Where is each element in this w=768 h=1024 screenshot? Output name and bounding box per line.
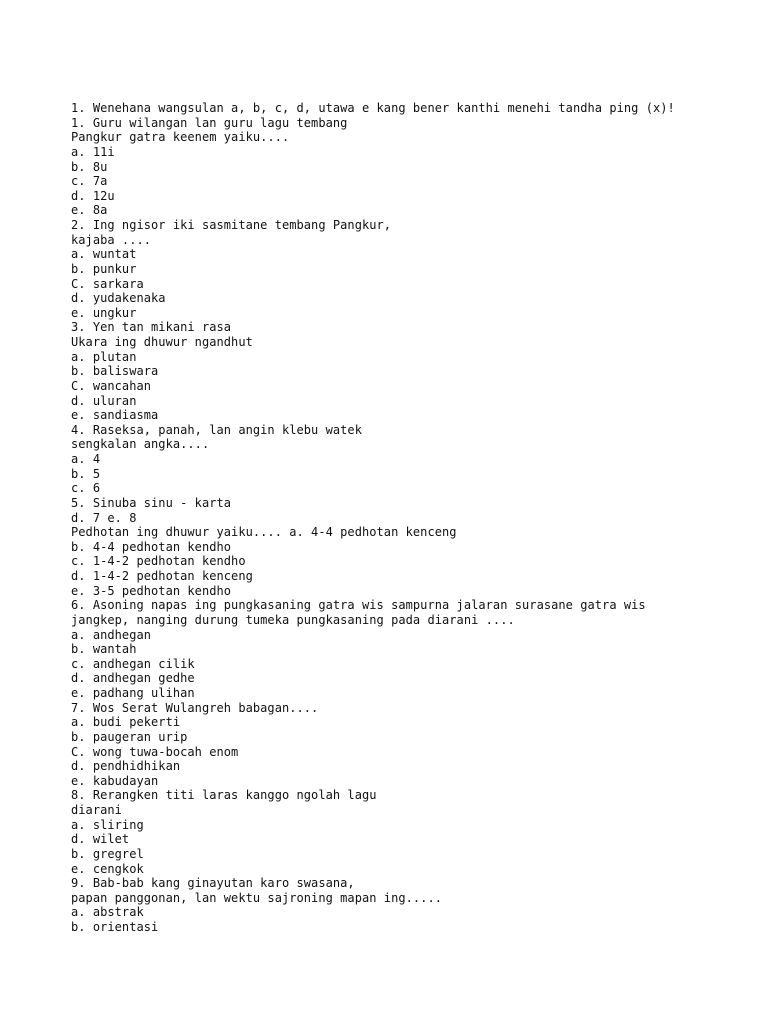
document-line: Pedhotan ing dhuwur yaiku.... a. 4-4 pedhotan kenceng — [71, 525, 457, 540]
document-text-body — [71, 101, 761, 935]
document-line: e. cengkok — [71, 861, 144, 876]
document-line: b. paugeran urip — [71, 729, 188, 744]
document-line: 8. Rerangken titi laras kanggo ngolah lagu — [71, 788, 377, 803]
document-line: C. wancahan — [71, 378, 152, 393]
document-line: b. gregrel — [71, 846, 144, 861]
document-line: d. 12u — [71, 188, 115, 203]
document-line: d. wilet — [71, 832, 130, 847]
document-line: c. 1-4-2 pedhotan kendho — [71, 554, 246, 569]
document-line: Pangkur gatra keenem yaiku.... — [71, 130, 290, 145]
document-line: a. sliring — [71, 817, 144, 832]
document-line: a. 11i — [71, 144, 115, 159]
document-line: d. 7 e. 8 — [71, 510, 137, 525]
document-line: 6. Asoning napas ing pungkasaning gatra wis sampurna jalaran surasane gatra wis — [71, 598, 646, 613]
document-line: c. 7a — [71, 174, 108, 189]
document-line: b. 8u — [71, 159, 108, 174]
document-line: b. wantah — [71, 642, 137, 657]
document-line: d. 1-4-2 pedhotan kenceng — [71, 569, 253, 583]
document-line: 2. Ing ngisor iki sasmitane tembang Pangkur, — [71, 218, 392, 232]
document-line: 1. Wenehana wangsulan a, b, c, d, utawa e kang bener kanthi menehi tandha ping (x)! — [71, 101, 675, 115]
document-line: d. yudakenaka — [71, 291, 166, 306]
document-line: e. ungkur — [71, 305, 137, 320]
document-line: jangkep, nanging durung tumeka pungkasaning pada diarani .... — [71, 612, 515, 627]
document-line: e. 8a — [71, 203, 108, 218]
document-line: diarani — [71, 803, 122, 817]
document-line: b. baliswara — [71, 364, 159, 379]
document-line: Ukara ing dhuwur ngandhut — [71, 335, 253, 349]
document-line: 3. Yen tan mikani rasa — [71, 320, 232, 335]
document-line: b. punkur — [71, 261, 137, 276]
document-line: b. orientasi — [71, 920, 159, 934]
document-line: a. budi pekerti — [71, 715, 181, 730]
document-line: 1. Guru wilangan lan guru lagu tembang — [71, 115, 348, 130]
document-line: a. andhegan — [71, 627, 152, 642]
document-line: C. sarkara — [71, 276, 144, 291]
document-line: d. uluran — [71, 393, 137, 408]
document-line: sengkalan angka.... — [71, 437, 210, 452]
document-line: b. 4-4 pedhotan kendho — [71, 539, 232, 554]
document-line: b. 5 — [71, 466, 101, 481]
document-line: d. pendhidhikan — [71, 759, 181, 774]
document-line: e. kabudayan — [71, 773, 159, 788]
document-line: C. wong tuwa-bocah enom — [71, 744, 239, 759]
document-line: a. wuntat — [71, 247, 137, 262]
document-line: e. sandiasma — [71, 408, 159, 423]
document-line: 5. Sinuba sinu - karta — [71, 495, 232, 510]
document-line: 7. Wos Serat Wulangreh babagan.... — [71, 700, 319, 715]
document-line: a. 4 — [71, 452, 101, 466]
document-line: kajaba .... — [71, 232, 152, 247]
document-line: c. 6 — [71, 481, 101, 496]
document-line: a. abstrak — [71, 905, 144, 920]
document-line: 9. Bab-bab kang ginayutan karo swasana, — [71, 876, 355, 891]
document-line: d. andhegan gedhe — [71, 671, 195, 686]
document-line: papan panggonan, lan wektu sajroning mapan ing..... — [71, 890, 443, 905]
document-line: a. plutan — [71, 349, 137, 364]
document-line: 4. Raseksa, panah, lan angin klebu watek — [71, 422, 362, 437]
document-line: e. padhang ulihan — [71, 686, 195, 700]
document-line: e. 3-5 pedhotan kendho — [71, 583, 232, 598]
document-line: c. andhegan cilik — [71, 656, 195, 671]
